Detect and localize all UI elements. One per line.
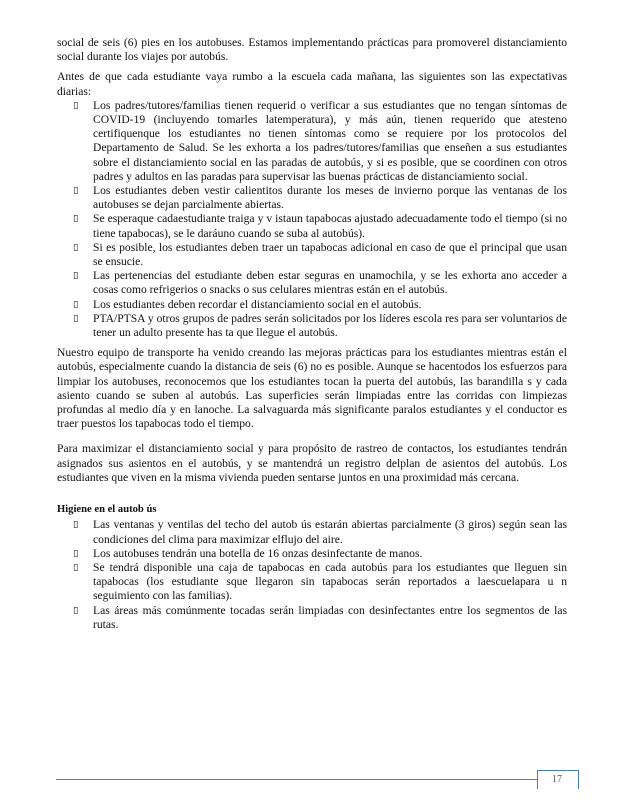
list-item-text: Las áreas más comúnmente tocadas serán limpiadas con desinfectantes entre los segmentos de las rutas. [93, 603, 567, 631]
expectations-intro-paragraph: Antes de que cada estudiante vaya rumbo a la escuela cada mañana, las siguientes son las expectativas diarias: [57, 70, 567, 98]
transport-paragraph: Nuestro equipo de transporte ha venido creando las mejoras prácticas para los estudiantes mientras están el autobús, especialmente cuando la distancia de seis (6) no es posible. Aunque se hacentodos los esfuerzos para limpiar los autobuses, reconocemos que los estudiantes tocan la puerta del autobús, las barandilla s y cada asiento cuando se suben al autobús. Las superficies serán limpiadas entre las corridas con limpiezas profundas al medio día y en lanoche. La salvaguarda más significante paralos estudiantes y el conductor es traer puestos los tapabocas todo el tiempo. [57, 346, 567, 431]
bullet-icon: ▯ [73, 561, 79, 573]
list-item [57, 312, 567, 340]
list-item [57, 184, 567, 212]
bullet-icon: ▯ [73, 99, 79, 111]
bullet-icon: ▯ [73, 185, 79, 197]
page-content [57, 36, 567, 632]
hygiene-heading: Higiene en el autob ús [57, 504, 157, 516]
seating-paragraph: Para maximizar el distanciamiento social y para propósito de rastreo de contactos, los estudiantes tendrán asignados sus asientos en el autobús, y se mantendrá un registro delplan de asientos del autobús. Los estudiantes que viven en la misma vivienda pueden sentarse juntos en una proximidad más cercana. [57, 442, 567, 484]
list-item [57, 547, 567, 561]
list-item-text: Los estudiantes deben recordar el distanciamiento social en el autobús. [93, 297, 422, 311]
list-item [57, 518, 567, 546]
bullet-icon: ▯ [73, 547, 79, 559]
footer-rule [56, 779, 568, 780]
bullet-icon: ▯ [73, 241, 79, 253]
bullet-icon: ▯ [73, 270, 79, 282]
bullet-icon: ▯ [73, 519, 79, 531]
page-number: 17 [552, 774, 562, 785]
list-item-text: Se tendrá disponible una caja de tapabocas en cada autobús para los estudiantes que lleguen sin tapabocas (los estudiante sque llegaron sin tapabocas serán reportados a laescuelapara u n seguimiento con las familias). [93, 560, 567, 603]
list-item-text: Las ventanas y ventilas del techo del autob ús estarán abiertas parcialmente (3 giros) según sean las condiciones del clima para maximizar elflujo del aire. [93, 518, 567, 546]
bullet-icon: ▯ [73, 213, 79, 225]
bullet-icon: ▯ [73, 298, 79, 310]
list-item-text: Si es posible, los estudiantes deben traer un tapabocas adicional en caso de que el principal que usan se ensucie. [93, 240, 567, 269]
list-item [57, 298, 567, 312]
list-item-text: Los padres/tutores/familias tienen requerid o verificar a sus estudiantes que no tengan síntomas de COVID-19 (incluyendo tomarles latemperatura), y más aún, tienen requerido que atesteno certifiquenque los estudiantes no tienen síntomas como se requiere por los protocolos del Departamento de Salud. Se les exhorta a los padres/tutores/familias que enseñen a sus estudiantes sobre el distanciamiento social en las paradas de autobús, y si es posible, que se coordinen con otros padres y adultos en las paradas para supervisar las buenas prácticas de distanciamiento social. [93, 98, 567, 183]
intro-continued-paragraph: social de seis (6) pies en los autobuses. Estamos implementando prácticas para promoverel distanciamiento social durante los viajes por autobús. [57, 36, 567, 64]
list-item [57, 99, 567, 184]
list-item [57, 212, 567, 240]
list-item [57, 269, 567, 297]
list-item [57, 561, 567, 604]
list-item-text: Las pertenencias del estudiante deben estar seguras en unamochila, y se les exhorta ano acceder a cosas como refrigerios o snacks o sus celulares mientras están en el autobús. [93, 269, 567, 297]
list-item [57, 604, 567, 632]
bullet-icon: ▯ [73, 312, 79, 324]
bullet-icon: ▯ [73, 604, 79, 616]
list-item-text: Se esperaque cadaestudiante traiga y v istaun tapabocas ajustado adecuadamente todo el tiempo (si no tiene tapabocas), se le daráuno cuando se suba al autobús). [93, 212, 567, 240]
list-item-text: Los autobuses tendrán una botella de 16 onzas desinfectante de manos. [93, 546, 423, 560]
list-item-text: PTA/PTSA y otros grupos de padres serán solicitados por los líderes escola res para ser voluntarios de tener un adulto presente has ta que llegue el autobús. [93, 311, 567, 340]
list-item-text: Los estudiantes deben vestir calientitos durante los meses de invierno porque las ventanas de los autobuses se dejan parcialmente abiertas. [93, 184, 567, 212]
hygiene-list [57, 518, 567, 632]
expectations-list [57, 99, 567, 340]
list-item [57, 241, 567, 269]
